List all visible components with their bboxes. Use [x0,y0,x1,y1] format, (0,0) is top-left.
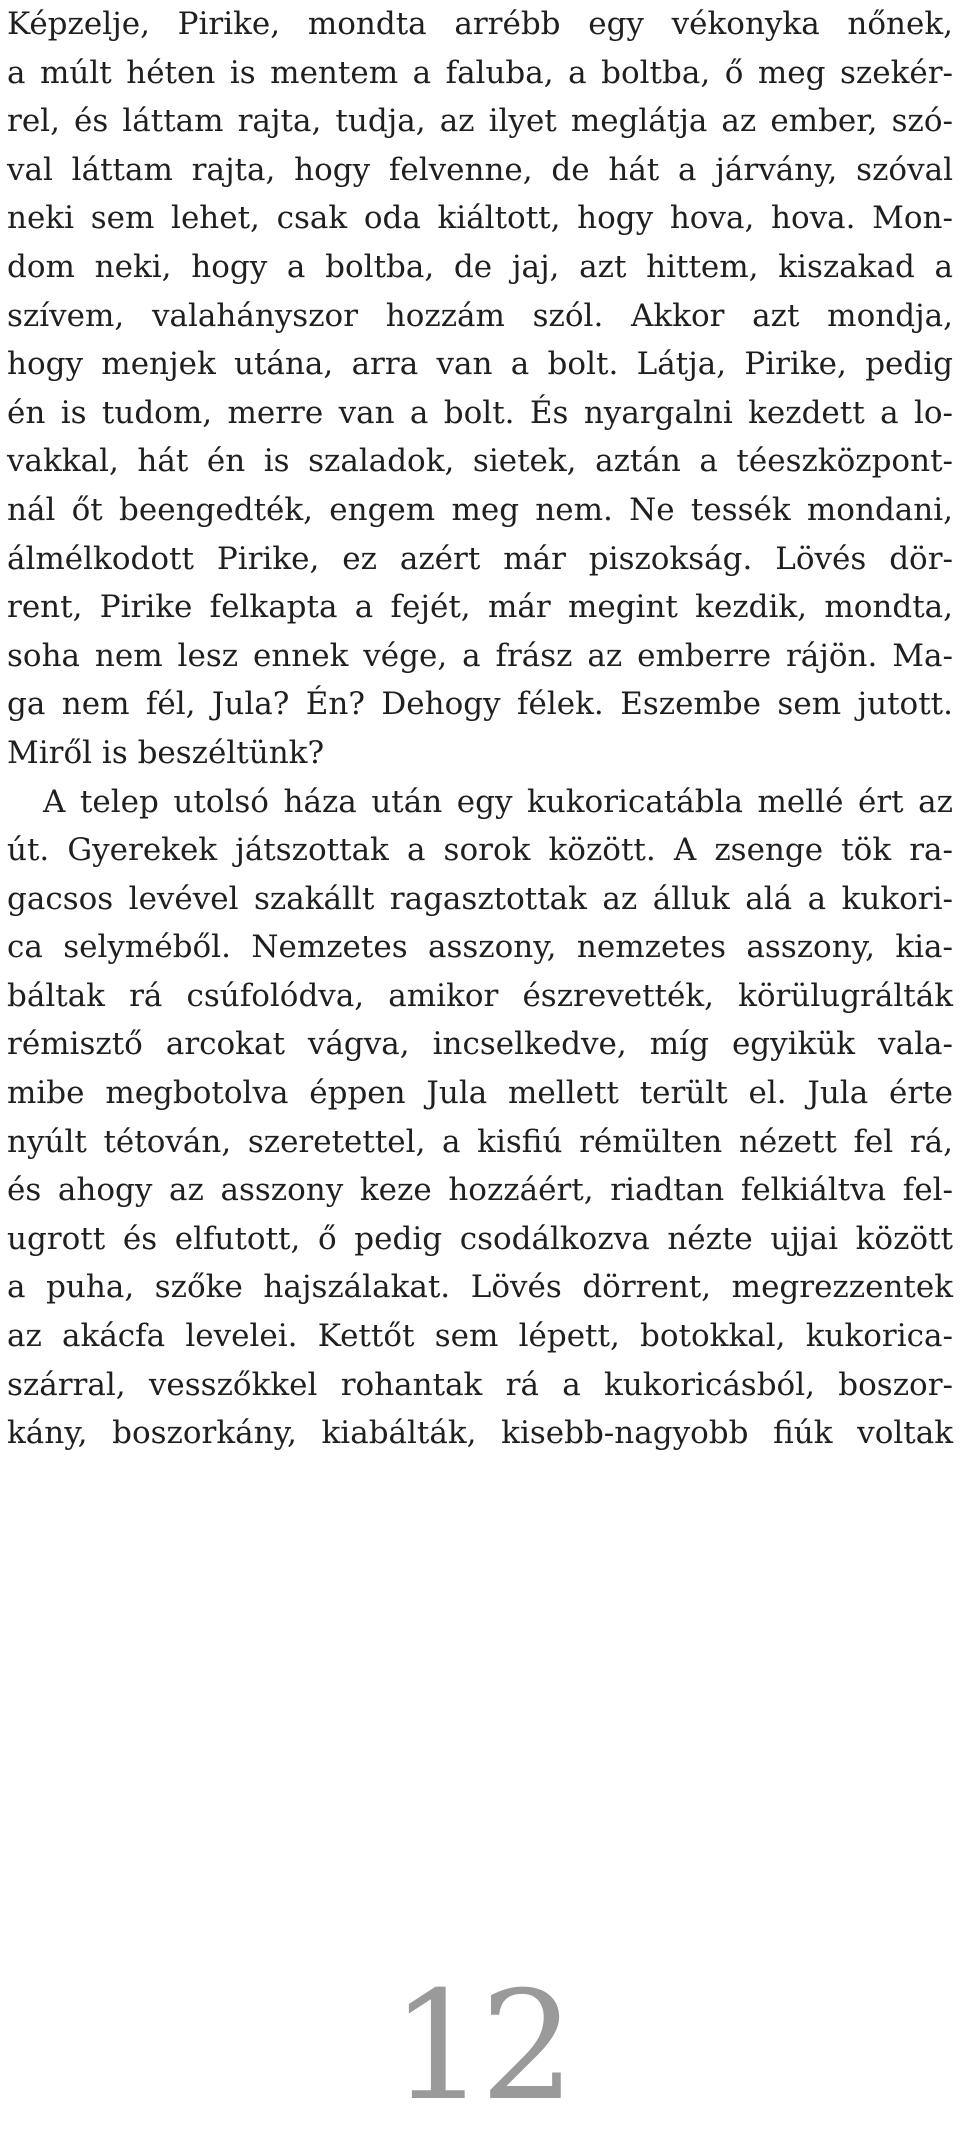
paragraph-2 [7,778,953,1458]
text-line: út. Gyerekek játszottak a sorok között. A zsenge tök ra- [7,832,953,869]
text-line: Miről is beszéltünk? [7,734,325,771]
text-line: kány, boszorkány, kiabálták, kisebb-nagyobb fiúk voltak [7,1415,953,1452]
paragraph-1 [7,0,953,778]
text-line: nál őt beengedték, engem meg nem. Ne tessék mondani, [7,491,953,528]
text-line: a múlt héten is mentem a faluba, a boltba, ő meg szekér- [7,54,953,91]
text-line: A telep utolsó háza után egy kukoricatábla mellé ért az [43,783,953,820]
text-line: gacsos levével szakállt ragasztottak az álluk alá a kukori- [7,880,953,917]
text-line: soha nem lesz ennek vége, a frász az emberre rájön. Ma- [7,637,953,674]
text-line: az akácfa levelei. Kettőt sem lépett, botokkal, kukorica- [7,1318,953,1355]
text-line: szárral, vesszőkkel rohantak rá a kukoricásból, boszor- [7,1366,953,1403]
text-line: ca selyméből. Nemzetes asszony, nemzetes asszony, kia- [7,929,953,966]
text-line: dom neki, hogy a boltba, de jaj, azt hittem, kiszakad a [7,248,953,285]
page-number: 12 [390,1960,570,2134]
text-line: a puha, szőke hajszálakat. Lövés dörrent, megrezzentek [7,1269,953,1306]
text-line: rémisztő arcokat vágva, incselkedve, míg egyikük vala- [7,1026,953,1063]
text-line: nyúlt tétován, szeretettel, a kisfiú rémülten nézett fel rá, [7,1123,953,1160]
text-line: szívem, valahányszor hozzám szól. Akkor azt mondja, [7,297,953,334]
text-line: rel, és láttam rajta, tudja, az ilyet meglátja az ember, szó- [7,103,953,140]
body-text [7,0,953,1458]
text-line: Képzelje, Pirike, mondta arrébb egy vékonyka nőnek, [7,6,953,42]
text-line: és ahogy az asszony keze hozzáért, riadtan felkiáltva fel- [7,1172,953,1209]
text-line: val láttam rajta, hogy felvenne, de hát a járvány, szóval [7,151,953,188]
text-line: báltak rá csúfolódva, amikor észrevették, körülugrálták [7,977,953,1014]
text-line: neki sem lehet, csak oda kiáltott, hogy hova, hova. Mon- [7,200,953,237]
text-line: én is tudom, merre van a bolt. És nyargalni kezdett a lo- [7,394,953,431]
text-line: rent, Pirike felkapta a fejét, már megint kezdik, mondta, [7,589,953,626]
text-line: ga nem fél, Jula? Én? Dehogy félek. Eszembe sem jutott. [7,686,953,723]
text-line: álmélkodott Pirike, ez azért már piszokság. Lövés dör- [7,540,953,577]
text-line: ugrott és elfutott, ő pedig csodálkozva nézte ujjai között [7,1220,953,1257]
text-line: vakkal, hát én is szaladok, sietek, aztán a téeszközpont- [7,443,953,480]
text-line: hogy menjek utána, arra van a bolt. Látja, Pirike, pedig [7,346,953,383]
text-line: mibe megbotolva éppen Jula mellett terült el. Jula érte [7,1075,953,1112]
